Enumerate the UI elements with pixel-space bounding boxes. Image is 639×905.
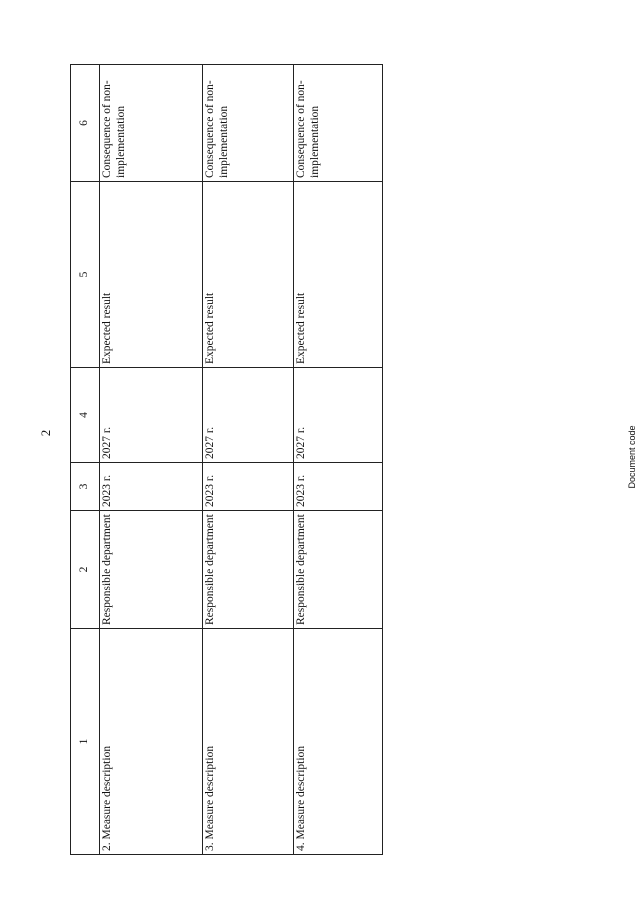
measures-table	[70, 64, 383, 855]
risk-cell: Consequence of non-implementation	[294, 65, 383, 182]
result-cell: Expected result	[203, 182, 294, 368]
executor-cell: Responsible department	[100, 511, 203, 629]
measure-cell: 2. Measure description	[100, 629, 203, 855]
column-header: 1	[71, 629, 100, 855]
start-year-cell: 2023 г.	[203, 463, 294, 511]
result-cell: Expected result	[100, 182, 203, 368]
document-code: Document code	[627, 425, 637, 489]
executor-cell: Responsible department	[294, 511, 383, 629]
column-header: 5	[71, 182, 100, 368]
end-year-cell: 2027 г.	[294, 368, 383, 463]
end-year-cell: 2027 г.	[100, 368, 203, 463]
page-number: 2	[38, 429, 53, 437]
column-header: 6	[71, 65, 100, 182]
table-row	[203, 65, 294, 855]
risk-cell: Consequence of non-implementation	[100, 65, 203, 182]
table-row	[294, 65, 383, 855]
measure-cell: 4. Measure description	[294, 629, 383, 855]
table-row	[100, 65, 203, 855]
start-year-cell: 2023 г.	[100, 463, 203, 511]
table-header-row	[71, 65, 100, 855]
risk-cell: Consequence of non-implementation	[203, 65, 294, 182]
column-header: 3	[71, 463, 100, 511]
result-cell: Expected result	[294, 182, 383, 368]
executor-cell: Responsible department	[203, 511, 294, 629]
measures-table-container	[70, 65, 370, 855]
column-header: 4	[71, 368, 100, 463]
end-year-cell: 2027 г.	[203, 368, 294, 463]
measure-cell: 3. Measure description	[203, 629, 294, 855]
start-year-cell: 2023 г.	[294, 463, 383, 511]
column-header: 2	[71, 511, 100, 629]
